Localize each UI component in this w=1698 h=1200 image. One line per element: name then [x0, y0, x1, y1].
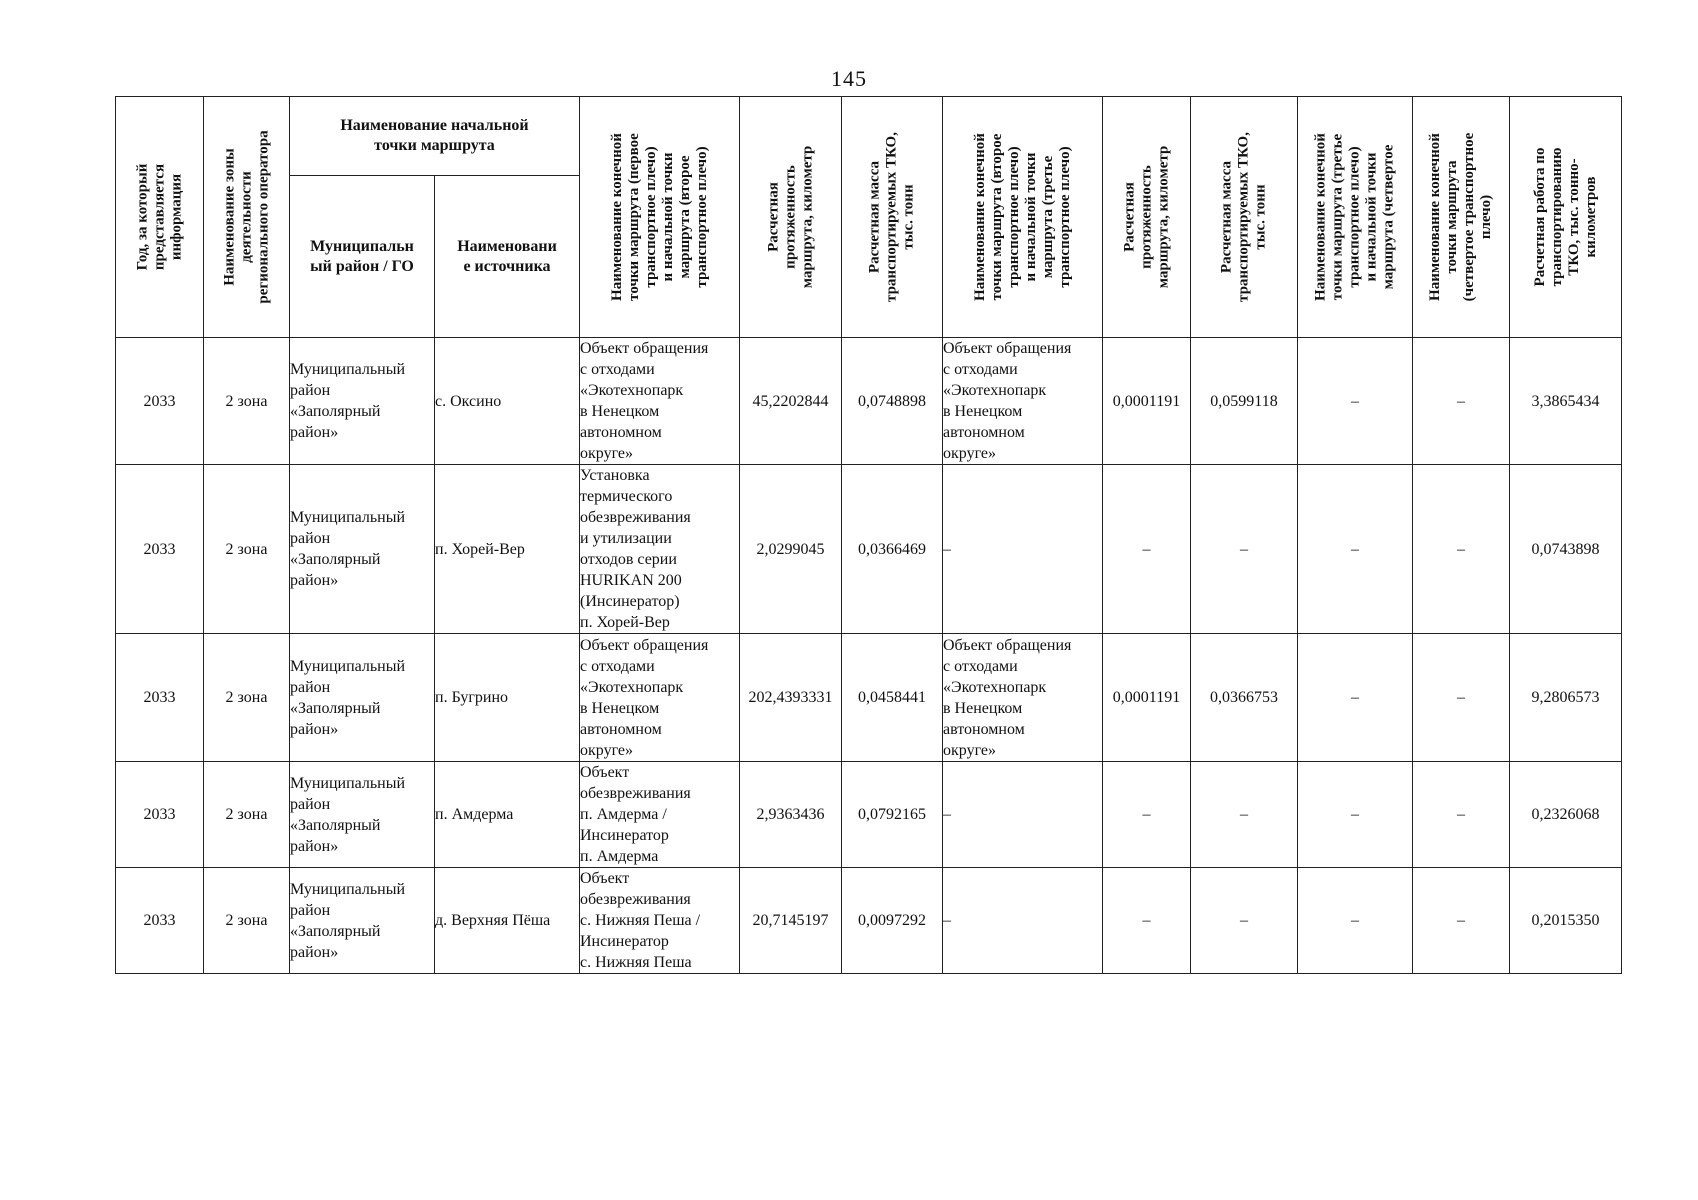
- cell-year: 2033: [116, 868, 204, 974]
- cell-source: п. Бугрино: [435, 634, 580, 762]
- cell-length-2: –: [1103, 465, 1191, 634]
- cell-end-point-1: Объект обезвреживания п. Амдерма / Инсинератор п. Амдерма: [580, 762, 740, 868]
- cell-end-point-3: –: [1298, 868, 1413, 974]
- header-row-1: [116, 97, 1622, 176]
- cell-source: п. Хорей-Вер: [435, 465, 580, 634]
- table-row: [116, 634, 1622, 762]
- cell-length-1: 2,0299045: [740, 465, 842, 634]
- cell-length-1: 20,7145197: [740, 868, 842, 974]
- header-end-point-1: Наименование конечной точки маршрута (первое транспортное плечо) и начальной точки маршрута (второе транспортное плечо): [580, 97, 740, 338]
- cell-municipality: Муниципальный район «Заполярный район»: [290, 338, 435, 465]
- cell-municipality: Муниципальный район «Заполярный район»: [290, 868, 435, 974]
- cell-mass-2: –: [1191, 465, 1298, 634]
- cell-municipality: Муниципальный район «Заполярный район»: [290, 762, 435, 868]
- cell-mass-1: 0,0458441: [842, 634, 943, 762]
- table-row: [116, 762, 1622, 868]
- cell-end-point-1: Объект обращения с отходами «Экотехнопарк в Ненецком автономном округе»: [580, 634, 740, 762]
- header-mass-1: Расчетная масса транспортируемых ТКО, тыс. тонн: [842, 97, 943, 338]
- cell-mass-2: 0,0599118: [1191, 338, 1298, 465]
- cell-work: 3,3865434: [1510, 338, 1622, 465]
- header-work: Расчетная работа по транспортированию ТКО, тыс. тонно- километров: [1510, 97, 1622, 338]
- table-row: [116, 868, 1622, 974]
- cell-end-point-4: –: [1413, 868, 1510, 974]
- cell-end-point-4: –: [1413, 465, 1510, 634]
- cell-mass-1: 0,0748898: [842, 338, 943, 465]
- cell-end-point-1: Объект обезвреживания с. Нижняя Пеша / Инсинератор с. Нижняя Пеша: [580, 868, 740, 974]
- cell-length-2: 0,0001191: [1103, 338, 1191, 465]
- cell-mass-1: 0,0366469: [842, 465, 943, 634]
- header-end-point-2: Наименование конечной точки маршрута (второе транспортное плечо) и начальной точки маршрута (третье транспортное плечо): [943, 97, 1103, 338]
- cell-work: 0,0743898: [1510, 465, 1622, 634]
- table-row: [116, 465, 1622, 634]
- cell-end-point-4: –: [1413, 634, 1510, 762]
- cell-year: 2033: [116, 465, 204, 634]
- cell-mass-1: 0,0792165: [842, 762, 943, 868]
- cell-mass-2: –: [1191, 868, 1298, 974]
- cell-end-point-4: –: [1413, 338, 1510, 465]
- cell-municipality: Муниципальный район «Заполярный район»: [290, 465, 435, 634]
- cell-length-1: 202,4393331: [740, 634, 842, 762]
- cell-end-point-2: –: [943, 762, 1103, 868]
- cell-end-point-2: Объект обращения с отходами «Экотехнопарк в Ненецком автономном округе»: [943, 634, 1103, 762]
- cell-end-point-3: –: [1298, 465, 1413, 634]
- cell-zone: 2 зона: [204, 465, 290, 634]
- cell-municipality: Муниципальный район «Заполярный район»: [290, 634, 435, 762]
- cell-end-point-1: Установка термического обезвреживания и утилизации отходов серии HURIKAN 200 (Инсинератор) п. Хорей-Вер: [580, 465, 740, 634]
- cell-length-2: –: [1103, 868, 1191, 974]
- cell-end-point-2: –: [943, 868, 1103, 974]
- cell-end-point-3: –: [1298, 338, 1413, 465]
- cell-length-2: 0,0001191: [1103, 634, 1191, 762]
- cell-end-point-3: –: [1298, 634, 1413, 762]
- cell-end-point-2: –: [943, 465, 1103, 634]
- cell-year: 2033: [116, 634, 204, 762]
- cell-end-point-4: –: [1413, 762, 1510, 868]
- cell-end-point-3: –: [1298, 762, 1413, 868]
- cell-length-2: –: [1103, 762, 1191, 868]
- header-municipality: Муниципальн ый район / ГО: [290, 176, 435, 338]
- cell-year: 2033: [116, 338, 204, 465]
- cell-end-point-1: Объект обращения с отходами «Экотехнопарк в Ненецком автономном округе»: [580, 338, 740, 465]
- header-zone: Наименование зоны деятельности регионального оператора: [204, 97, 290, 338]
- cell-mass-1: 0,0097292: [842, 868, 943, 974]
- cell-length-1: 2,9363436: [740, 762, 842, 868]
- cell-end-point-2: Объект обращения с отходами «Экотехнопарк в Ненецком автономном округе»: [943, 338, 1103, 465]
- cell-source: д. Верхняя Пёша: [435, 868, 580, 974]
- header-end-point-4: Наименование конечной точки маршрута (четвертое транспортное плечо): [1413, 97, 1510, 338]
- cell-work: 0,2015350: [1510, 868, 1622, 974]
- header-length-2: Расчетная протяженность маршрута, километр: [1103, 97, 1191, 338]
- cell-zone: 2 зона: [204, 338, 290, 465]
- cell-zone: 2 зона: [204, 762, 290, 868]
- cell-length-1: 45,2202844: [740, 338, 842, 465]
- header-year: Год, за который представляется информация: [116, 97, 204, 338]
- header-length-1: Расчетная протяженность маршрута, километр: [740, 97, 842, 338]
- cell-year: 2033: [116, 762, 204, 868]
- cell-source: с. Оксино: [435, 338, 580, 465]
- cell-work: 0,2326068: [1510, 762, 1622, 868]
- header-end-point-3: Наименование конечной точки маршрута (третье транспортное плечо) и начальной точки маршрута (четвертое: [1298, 97, 1413, 338]
- routes-table: [115, 96, 1622, 974]
- page-number: 145: [831, 66, 867, 91]
- cell-mass-2: 0,0366753: [1191, 634, 1298, 762]
- cell-source: п. Амдерма: [435, 762, 580, 868]
- cell-mass-2: –: [1191, 762, 1298, 868]
- header-start-point: Наименование начальной точки маршрута: [290, 97, 580, 176]
- cell-zone: 2 зона: [204, 868, 290, 974]
- cell-zone: 2 зона: [204, 634, 290, 762]
- header-source: Наименовани е источника: [435, 176, 580, 338]
- cell-work: 9,2806573: [1510, 634, 1622, 762]
- header-mass-2: Расчетная масса транспортируемых ТКО, тыс. тонн: [1191, 97, 1298, 338]
- table-row: [116, 338, 1622, 465]
